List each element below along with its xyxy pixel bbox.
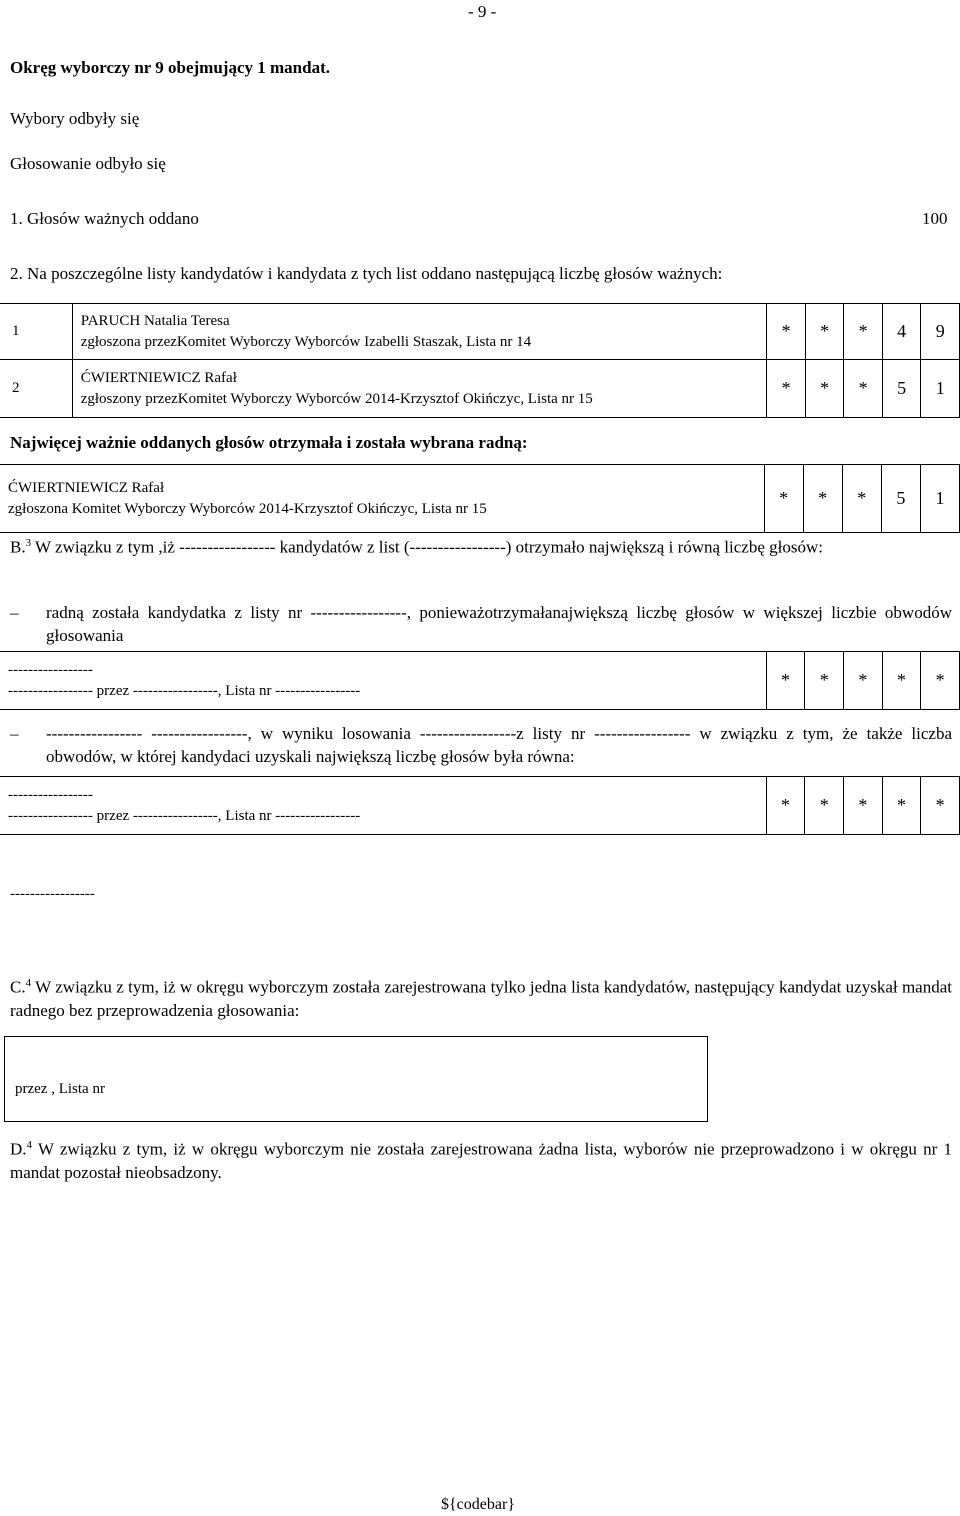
vote-digit: * <box>766 652 805 710</box>
section-b-box-1-line1: ----------------- <box>8 661 93 678</box>
section-b-box-2-line1: ----------------- <box>8 786 93 803</box>
winner-row <box>0 465 960 533</box>
section-b-footnote: 3 <box>25 537 32 549</box>
section-c-footnote: 4 <box>25 977 32 989</box>
section-b-text <box>10 532 952 559</box>
candidate-committee: zgłoszony przezKomitet Wyborczy Wyborców 2014-Krzysztof Okińczyc, Lista nr 15 <box>80 390 593 407</box>
winner-cell <box>0 465 764 533</box>
section-c-box <box>4 1036 708 1122</box>
candidate-row <box>0 304 960 360</box>
section-b-body: W związku z tym ,iż ----------------- kandydatów z list (-----------------) otrzymało największą i równą liczbę głosów: <box>35 537 823 557</box>
dash-bullet-icon: – <box>10 724 19 743</box>
candidate-committee: zgłoszona przezKomitet Wyborczy Wyborców Izabelli Staszak, Lista nr 14 <box>80 333 532 350</box>
section-b-box-1-line2: ----------------- przez -----------------, Lista nr ----------------- <box>8 682 361 699</box>
section-b-box-1 <box>0 651 960 710</box>
vote-digit: * <box>767 360 806 418</box>
vote-digit: * <box>844 304 883 360</box>
section-c-letter: C. <box>10 977 26 997</box>
winner-table <box>0 464 960 533</box>
candidates-table <box>0 303 960 418</box>
candidate-cell <box>72 360 767 418</box>
section-b-item-1-text: radną została kandydatka z listy nr -----------------, ponieważotrzymałanajwiększą liczbę głosów w większej liczbie obwodów głosowania <box>46 603 952 645</box>
vote-digit: 1 <box>921 360 960 418</box>
section-d-letter: D. <box>10 1139 27 1159</box>
page-number: - 9 - <box>468 2 497 21</box>
section-d-footnote: 4 <box>26 1139 33 1151</box>
vote-digit: * <box>805 304 844 360</box>
vote-digit: * <box>921 652 960 710</box>
footer-codebar: ${codebar} <box>441 1496 515 1513</box>
dash-bullet-icon: – <box>10 603 19 622</box>
candidate-name: PARUCH Natalia Teresa <box>80 312 230 329</box>
winner-heading: Najwięcej ważnie oddanych głosów otrzymała i została wybrana radną: <box>10 433 528 452</box>
section-b-box-2-text <box>0 777 766 835</box>
section-c-box-text: przez , Lista nr <box>15 1081 105 1097</box>
vote-digit: * <box>882 652 921 710</box>
district-title: Okręg wyborczy nr 9 obejmujący 1 mandat. <box>10 58 330 77</box>
vote-digit: * <box>803 465 842 533</box>
vote-digit: 1 <box>920 465 959 533</box>
vote-digit: * <box>805 777 844 835</box>
valid-votes-value: 100 <box>922 209 948 228</box>
vote-digit: 5 <box>881 465 920 533</box>
section-b-letter: B. <box>10 537 26 557</box>
vote-digit: * <box>805 360 844 418</box>
section-b-box-1-text <box>0 652 766 710</box>
vote-digit: * <box>764 465 803 533</box>
trailing-dashes: ----------------- <box>10 886 95 902</box>
valid-votes-label: 1. Głosów ważnych oddano <box>10 209 199 228</box>
vote-digit: 5 <box>882 360 921 418</box>
vote-digit: * <box>844 360 883 418</box>
voting-held-text: Głosowanie odbyło się <box>10 154 166 173</box>
elections-held-text: Wybory odbyły się <box>10 109 140 128</box>
vote-digit: * <box>844 652 883 710</box>
candidate-row <box>0 360 960 418</box>
vote-digit: 9 <box>921 304 960 360</box>
section-d-text <box>10 1134 952 1184</box>
candidate-name: ĆWIERTNIEWICZ Rafał <box>80 369 237 386</box>
vote-digit: * <box>842 465 881 533</box>
section-c-text <box>10 972 952 1022</box>
vote-digit: * <box>805 652 844 710</box>
vote-digit: * <box>921 777 960 835</box>
section-d-body: W związku z tym, iż w okręgu wyborczym nie została zarejestrowana żadna lista, wyborów nie przeprowadzono i w okręgu nr 1 mandat pozostał nieobsadzony. <box>10 1139 952 1182</box>
vote-digit: * <box>767 304 806 360</box>
vote-digit: * <box>844 777 883 835</box>
candidate-cell <box>72 304 767 360</box>
candidate-number: 1 <box>0 304 72 360</box>
winner-committee: zgłoszona Komitet Wyborczy Wyborców 2014-Krzysztof Okińczyc, Lista nr 15 <box>8 500 487 517</box>
vote-digit: * <box>766 777 805 835</box>
section-b-item-2-text: ----------------- -----------------, w wyniku losowania -----------------z listy nr ----------------- w związku z tym, że także liczba obwodów, w której kandydaci uzyskali największą liczbę głosów była równa: <box>46 724 952 766</box>
section-b-box-2-line2: ----------------- przez -----------------, Lista nr ----------------- <box>8 807 361 824</box>
lists-intro: 2. Na poszczególne listy kandydatów i kandydata z tych list oddano następującą liczbę głosów ważnych: <box>10 264 723 283</box>
vote-digit: * <box>882 777 921 835</box>
section-c-body: W związku z tym, iż w okręgu wyborczym została zarejestrowana tylko jedna lista kandydatów, następujący kandydat uzyskał mandat radnego bez przeprowadzenia głosowania: <box>10 977 952 1020</box>
vote-digit: 4 <box>882 304 921 360</box>
candidate-number: 2 <box>0 360 72 418</box>
section-b-box-2 <box>0 776 960 835</box>
winner-name: ĆWIERTNIEWICZ Rafał <box>8 479 165 496</box>
